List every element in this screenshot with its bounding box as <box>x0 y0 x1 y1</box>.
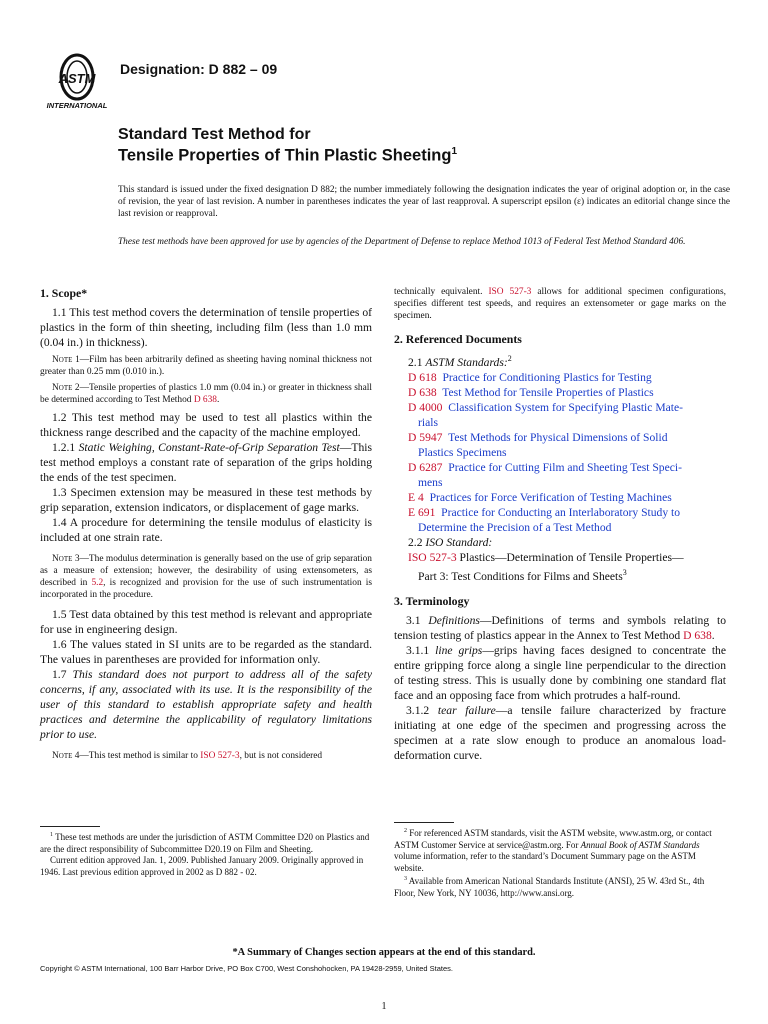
scope-heading: 1. Scope* <box>40 286 88 300</box>
ref-item-iso[interactable] <box>408 550 726 584</box>
ref-title-cont[interactable]: Determine the Precision of a Test Method <box>418 520 612 534</box>
note-2 <box>40 382 372 406</box>
label-text: ISO Standard: <box>425 535 493 549</box>
note-label: Note <box>52 383 73 393</box>
footnote-italic: Annual Book of ASTM Standards <box>580 839 700 850</box>
note-text: 2—Tensile properties of plastics 1.0 mm (0.04 in.) or greater in thickness shall be determined according to Test Method <box>40 383 372 405</box>
para-text: —This test method employs a constant rate of separation of the grips holding the ends of the test specimen. <box>40 441 372 484</box>
astm-logo <box>44 53 110 111</box>
note-label: Note <box>52 355 73 365</box>
para-text: —grips having faces designed to concentrate the entire gripping force along a single line perpendicular to the direction of testing stress. This is usually done by combining one standard flat face and an opposing face from which protrudes a half-round. <box>394 643 726 702</box>
footnote-rule-right <box>394 822 454 823</box>
referenced-documents-list <box>394 351 726 584</box>
ref-link-5-2[interactable]: 5.2 <box>91 578 104 588</box>
para-1-5: 1.5 Test data obtained by this test method is relevant and appropriate for use in engineering design. <box>40 608 372 636</box>
para-text: —a tensile failure characterized by fracture initiating at one edge of the specimen and progressing across the specimen at a rate slow enough to produce an anomalous load-deformation curve. <box>394 703 726 762</box>
note-text-end: allows for additional specimen configurations, specifies different test speeds, and requires an extensometer or gage marks on the specimen. <box>394 287 726 321</box>
para-text: This standard does not purport to address all of the safety concerns, if any, associated with its use. It is the responsibility of the user of this standard to establish appropriate safety and health practices and determine the applicability of regulatory limitations prior to use. <box>40 668 373 741</box>
ref-title-cont[interactable]: rials <box>418 415 438 429</box>
note-3 <box>40 553 372 601</box>
logo-text: ASTM <box>58 71 96 86</box>
para-1-7 <box>40 667 372 742</box>
note-label: Note <box>52 554 73 564</box>
para-number: 1.7 <box>52 668 73 681</box>
title-line-1: Standard Test Method for <box>118 126 311 143</box>
ref-link-iso-527-3[interactable]: ISO 527-3 <box>488 287 532 297</box>
ref-items <box>408 370 726 535</box>
astm-standards-label <box>408 351 726 370</box>
logo-subtext: INTERNATIONAL <box>46 101 108 110</box>
para-1-6: 1.6 The values stated in SI units are to be regarded as the standard. The values in parentheses are provided for information only. <box>40 638 372 666</box>
ref-item[interactable] <box>408 505 726 535</box>
footnote-text: For referenced ASTM standards, visit the ASTM website, www.astm.org, or contact ASTM Customer Service at service@astm.org. For <box>394 828 712 850</box>
para-1-2: 1.2 This test method may be used to test all plastics within the thickness range described and the capacity of the machine employed. <box>40 411 372 439</box>
note-text-end: , but is not considered <box>239 751 323 761</box>
ref-code[interactable]: D 4000 <box>408 400 443 414</box>
designation: Designation: D 882 – 09 <box>120 61 278 77</box>
ref-title[interactable]: Test Method for Tensile Properties of Plastics <box>442 385 654 399</box>
para-number: 2.2 <box>408 535 426 549</box>
ref-title[interactable]: Practice for Cutting Film and Sheeting Test Speci- <box>448 460 682 474</box>
ref-title-cont <box>408 565 726 584</box>
ref-code[interactable]: D 5947 <box>408 430 443 444</box>
para-1-1: 1.1 This test method covers the determination of tensile properties of plastics in the form of thin sheeting, including film (less than 1.0 mm (0.04 in.) in thickness). <box>40 306 372 349</box>
para-text: —Definitions of terms and symbols relating to tension testing of plastics appear in the Annex to Test Method <box>394 613 727 642</box>
para-number: 3.1.2 <box>406 703 438 717</box>
ref-item[interactable] <box>408 370 726 385</box>
ref-item[interactable] <box>408 385 726 400</box>
para-text-end: . <box>711 628 715 642</box>
astm-logo-icon <box>44 53 110 111</box>
ref-link-d638[interactable]: D 638 <box>683 628 712 642</box>
footnote-mark: 2 <box>404 828 407 834</box>
terminology-heading: 3. Terminology <box>394 593 470 608</box>
iso-standard-label <box>408 535 726 550</box>
ref-link-iso-527-3[interactable]: ISO 527-3 <box>200 751 240 761</box>
copyright: Copyright © ASTM International, 100 Barr Harbor Drive, PO Box C700, West Conshohocken, PA 19428-2959, United States. <box>40 964 453 973</box>
footnote-mark: 3 <box>404 876 407 882</box>
ref-title-cont-text: Part 3: Test Conditions for Films and Sheets <box>418 569 623 583</box>
ref-code[interactable]: E 4 <box>408 490 424 504</box>
para-number: 3.1 <box>406 613 429 627</box>
footnote-1 <box>40 830 372 855</box>
footnotes-right <box>394 826 726 899</box>
right-column <box>394 286 726 763</box>
para-1-4: 1.4 A procedure for determining the tensile modulus of elasticity is included at one strain rate. <box>40 516 372 544</box>
footnote-mark[interactable]: 2 <box>507 354 512 363</box>
ref-title-cont[interactable]: Plastics Specimens <box>418 445 507 459</box>
para-number: 3.1.1 <box>406 643 436 657</box>
footnote-mark[interactable]: 3 <box>622 567 627 577</box>
para-1-2-1 <box>40 440 372 485</box>
note-4-continued <box>394 286 726 322</box>
ref-title[interactable]: Practices for Force Verification of Testing Machines <box>429 490 672 504</box>
ref-title[interactable]: Test Methods for Physical Dimensions of Solid <box>448 430 668 444</box>
ref-code[interactable]: D 618 <box>408 370 437 384</box>
footnote-text: Available from American National Standards Institute (ANSI), 25 W. 43rd St., 4th Floor, New York, NY 10036, http://www.ansi.org. <box>394 876 705 898</box>
term: tear failure <box>437 703 496 717</box>
para-1-3: 1.3 Specimen extension may be measured in these test methods by grip separation, extension indicators, or displacement of gage marks. <box>40 486 372 514</box>
ref-title: Plastics—Determination of Tensile Properties— <box>456 550 684 564</box>
left-column <box>40 286 372 766</box>
note-text: 4—This test method is similar to <box>74 751 201 761</box>
ref-code[interactable]: D 6287 <box>408 460 443 474</box>
ref-code[interactable]: E 691 <box>408 505 436 519</box>
ref-code[interactable]: D 638 <box>408 385 437 399</box>
note-text-end: , is recognized and provision for the use of such instrumentation is incorporated in the procedure. <box>40 578 372 600</box>
ref-item[interactable] <box>408 490 726 505</box>
note-text: technically equivalent. <box>394 287 489 297</box>
footnote-text-end: volume information, refer to the standard’s Document Summary page on the ASTM website. <box>394 851 696 873</box>
para-3-1-1 <box>394 643 726 703</box>
ref-item[interactable] <box>408 430 726 460</box>
page-number: 1 <box>381 1001 387 1012</box>
note-text-end: . <box>217 395 220 405</box>
footnote-3 <box>394 874 726 899</box>
title-line-2 <box>118 146 457 166</box>
footnotes-left <box>40 830 372 878</box>
label-text: ASTM Standards: <box>425 355 508 369</box>
para-number: 2.1 <box>408 355 426 369</box>
footnote-2 <box>394 826 726 874</box>
footnote-rule-left <box>40 826 100 827</box>
note-text: 1—Film has been arbitrarily defined as sheeting having nominal thickness not greater than 0.25 mm (0.010 in.). <box>40 355 372 377</box>
term: Static Weighing, Constant-Rate-of-Grip Separation Test <box>78 441 340 454</box>
note-text: 3—The modulus determination is generally based on the use of grip separation as a measure of extension; however, the desirability of using extensometers, as described in <box>40 554 372 588</box>
ref-title[interactable]: Classification System for Specifying Plastic Mate- <box>448 400 683 414</box>
ref-title[interactable]: Practice for Conducting an Interlaboratory Study to <box>441 505 681 519</box>
ref-code[interactable]: ISO 527-3 <box>408 550 457 564</box>
ref-item[interactable] <box>408 400 726 430</box>
term: line grips <box>435 643 483 657</box>
referenced-documents-heading: 2. Referenced Documents <box>394 332 522 346</box>
note-label: Note <box>52 751 73 761</box>
ref-link-d638[interactable]: D 638 <box>193 395 217 405</box>
intro-paragraph: This standard is issued under the fixed designation D 882; the number immediately following the designation indicates the year of original adoption or, in the case of revision, the year of last revision. A number in parentheses indicates the year of last reapproval. A superscript epsilon (ε) indicates an editorial change since the last revision or reapproval. <box>118 185 730 219</box>
footnote-text: These test methods are under the jurisdiction of ASTM Committee D20 on Plastics and are the direct responsibility of Subcommittee D20.19 on Film and Sheeting. <box>40 832 370 854</box>
footnote-mark: 1 <box>50 832 53 838</box>
title-footnote-mark[interactable]: 1 <box>451 146 457 157</box>
summary-notice: *A Summary of Changes section appears at the end of this standard. <box>232 947 536 958</box>
footnote-1b: Current edition approved Jan. 1, 2009. Published January 2009. Originally approved in 1946. Last previous edition approved in 2002 as D 882 - 02. <box>40 855 364 877</box>
note-4 <box>40 750 372 762</box>
ref-title-cont[interactable]: mens <box>418 475 443 489</box>
term: Definitions <box>428 613 480 627</box>
ref-title[interactable]: Practice for Conditioning Plastics for Testing <box>442 370 652 384</box>
para-3-1-2 <box>394 703 726 763</box>
approval-paragraph: These test methods have been approved for use by agencies of the Department of Defense to replace Method 1013 of Federal Test Method Standard 406. <box>118 237 686 247</box>
para-3-1 <box>394 613 726 643</box>
para-number: 1.2.1 <box>52 441 79 454</box>
title-text: Tensile Properties of Thin Plastic Sheeting <box>118 146 452 165</box>
ref-item[interactable] <box>408 460 726 490</box>
note-1 <box>40 354 372 378</box>
